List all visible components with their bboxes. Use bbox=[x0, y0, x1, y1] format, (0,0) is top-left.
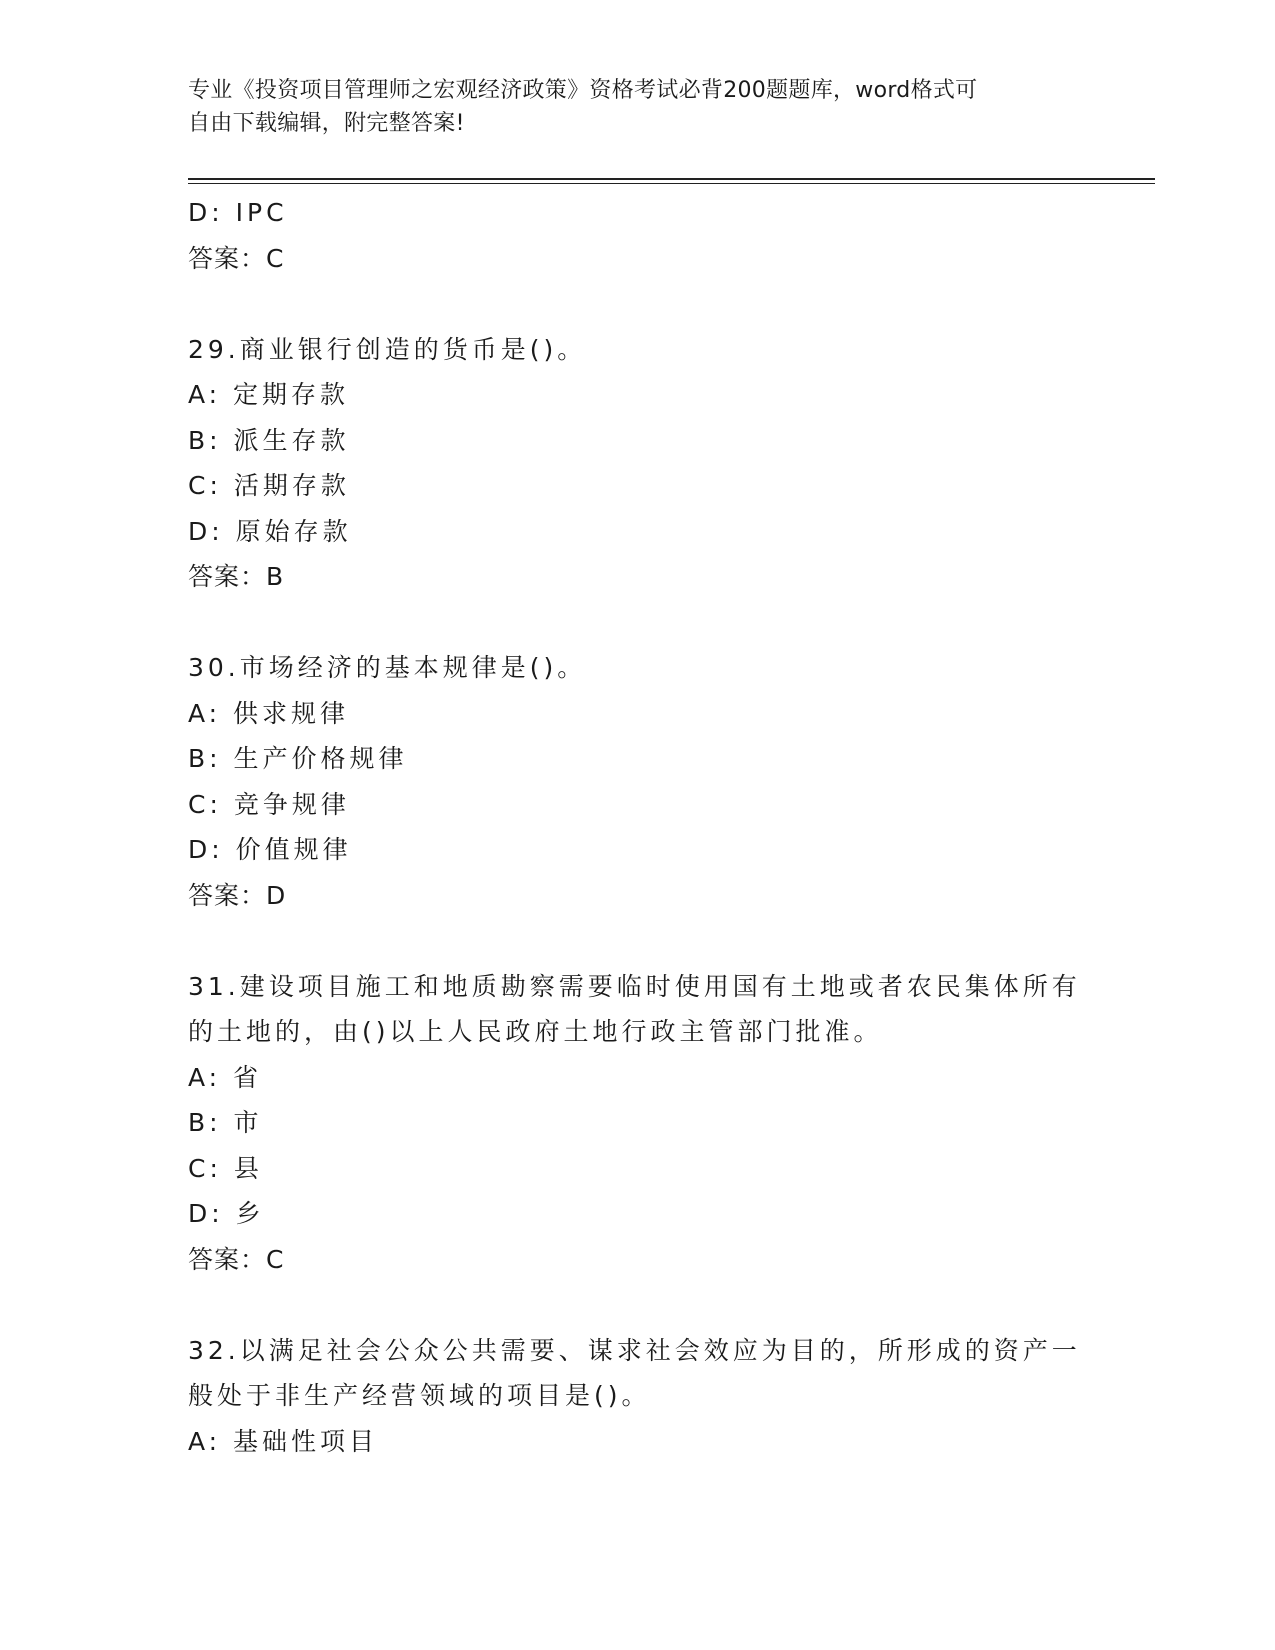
option-a: A: 基础性项目 bbox=[188, 1426, 379, 1456]
question-stem: 29.商业银行创造的货币是()。 bbox=[188, 334, 587, 364]
option-b: B: 派生存款 bbox=[188, 425, 350, 455]
option-c: C: 竞争规律 bbox=[188, 789, 350, 819]
option-d: D: 价值规律 bbox=[188, 835, 352, 864]
option-a: A: 供求规律 bbox=[188, 698, 350, 728]
question-stem-line-2: 般处于非生产经营领域的项目是()。 bbox=[188, 1381, 651, 1410]
question-stem: 30.市场经济的基本规律是()。 bbox=[188, 653, 587, 682]
prev-option-d: D: IPC bbox=[188, 198, 288, 227]
answer: 答案：B bbox=[188, 562, 285, 591]
answer: 答案：D bbox=[188, 880, 287, 910]
header-divider bbox=[188, 178, 1155, 180]
question-30 bbox=[188, 645, 1088, 918]
question-stem-line-1: 32.以满足社会公众公共需要、谋求社会效应为目的，所形成的资产一 bbox=[188, 1335, 1081, 1365]
header-line-2: 自由下载编辑，附完整答案! bbox=[188, 111, 465, 136]
option-b: B: 生产价格规律 bbox=[188, 744, 408, 773]
question-list bbox=[188, 190, 1088, 1464]
header-divider-thin bbox=[188, 183, 1155, 184]
question-29 bbox=[188, 327, 1088, 600]
question-31 bbox=[188, 964, 1088, 1283]
header-line-1: 专业《投资项目管理师之宏观经济政策》资格考试必背200题题库，word格式可 bbox=[188, 78, 978, 103]
option-b: B: 市 bbox=[188, 1108, 263, 1137]
option-c: C: 县 bbox=[188, 1153, 263, 1183]
option-a: A: 定期存款 bbox=[188, 380, 350, 409]
option-d: D: 乡 bbox=[188, 1199, 265, 1228]
question-stem-line-1: 31.建设项目施工和地质勘察需要临时使用国有土地或者农民集体所有 bbox=[188, 971, 1081, 1001]
option-c: C: 活期存款 bbox=[188, 471, 350, 500]
question-32 bbox=[188, 1328, 1088, 1465]
option-a: A: 省 bbox=[188, 1062, 263, 1092]
answer: 答案：C bbox=[188, 1244, 285, 1274]
prev-answer: 答案：C bbox=[188, 243, 285, 273]
option-d: D: 原始存款 bbox=[188, 516, 352, 546]
document-header bbox=[188, 74, 1088, 140]
question-stem-line-2: 的土地的，由()以上人民政府土地行政主管部门批准。 bbox=[188, 1017, 883, 1046]
